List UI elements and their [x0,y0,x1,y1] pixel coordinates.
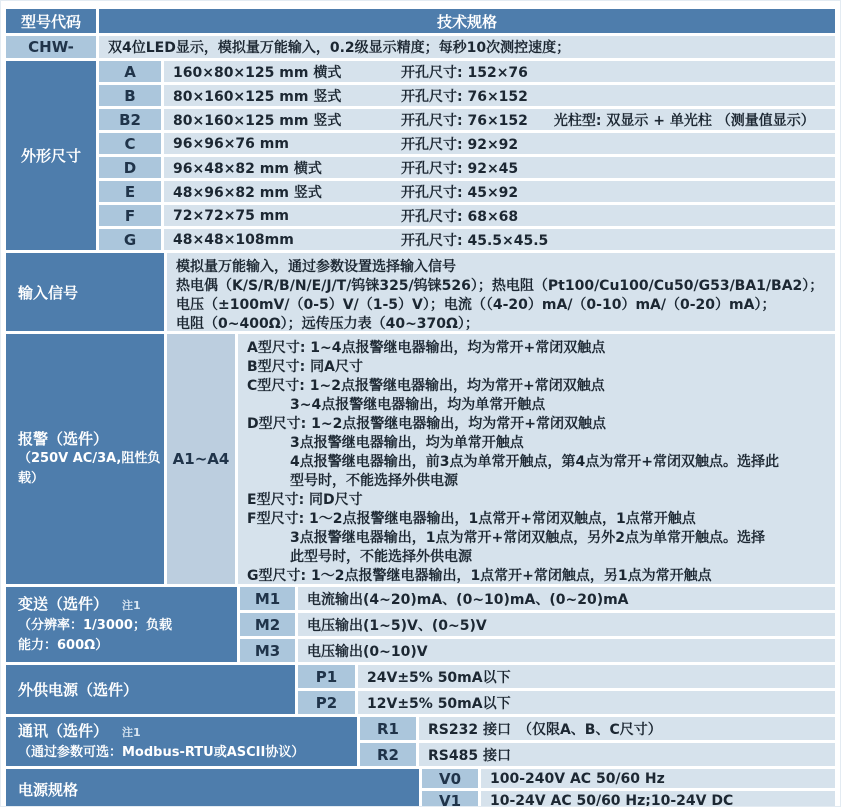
dim-size: 80×160×125 mm 竖式 [173,112,342,129]
table-row [99,133,835,154]
dim-size: 80×160×125 mm 竖式 [173,88,342,105]
dim-extra: 光柱型: 双显示 + 单光柱 （测量值显示） [553,112,815,129]
transmit-code: M1 [240,587,295,610]
table-row [298,665,835,688]
dimensions-label: 外形尺寸 [6,61,96,250]
model-code-chw: CHW- [6,36,96,58]
comm-label [6,717,357,766]
dim-size: 96×96×76 mm [173,135,289,152]
comm-section [6,717,835,766]
power-spec-section [6,769,835,807]
dim-code: C [99,133,161,154]
table-row [422,791,835,807]
dim-size: 48×48×108mm [173,231,294,248]
dimensions-rows [99,61,835,250]
power-spec-label: 电源规格 [6,769,419,807]
alarm-line: D型尺寸: 1~2点报警继电器输出，均为常开+常闭双触点 [247,416,607,432]
table-row [240,587,835,610]
ext-power-desc: 24V±5% 50mA以下 [358,665,835,688]
ext-power-code: P2 [298,691,355,714]
power-spec-code: V1 [422,791,478,807]
ext-power-section [6,665,835,714]
input-signal-content [167,253,835,331]
input-signal-label: 输入信号 [6,253,164,331]
dim-cutout: 开孔尺寸: 92×92 [401,136,519,153]
alarm-line: 此型号时，不能选择外供电源 [290,549,472,565]
alarm-code: A1~A4 [167,334,235,584]
dim-cutout: 开孔尺寸: 68×68 [401,208,519,225]
comm-label-sub: （通过参数可选：Modbus-RTU或ASCII协议） [18,744,305,760]
comm-code: R1 [360,717,416,740]
comm-note: 注1 [122,725,141,739]
model-desc: 双4位LED显示，模拟量万能输入，0.2级显示精度；每秒10次测控速度； [99,36,835,58]
alarm-line: F型尺寸: 1～2点报警继电器输出，1点常开+常闭双触点，1点常开触点 [247,511,696,527]
table-row [99,229,835,250]
power-spec-desc: 10-24V AC 50/60 Hz;10-24V DC [481,791,835,807]
alarm-line: 3~4点报警继电器输出，均为单常开触点 [290,397,546,413]
dim-cutout: 开孔尺寸: 92×45 [401,160,519,177]
header-tech-spec: 技术规格 [99,9,835,33]
alarm-label-title: 报警（选件） [18,430,109,448]
table-row [360,743,835,766]
alarm-label [6,334,164,584]
table-row [360,717,835,740]
alarm-line: C型尺寸: 1~2点报警继电器输出，均为常开+常闭双触点 [247,378,605,394]
dim-size: 96×48×82 mm 横式 [173,160,322,177]
dim-size: 72×72×75 mm [173,207,289,224]
transmit-desc: 电流输出(4~20)mA、(0~10)mA、(0~20)mA [298,587,835,610]
table-row [99,85,835,106]
header-row [6,9,835,33]
dim-code: B2 [99,109,161,130]
transmit-desc: 电压输出(0~10)V [298,639,835,662]
dim-code: D [99,157,161,178]
dim-code: F [99,205,161,226]
header-model-code: 型号代码 [6,9,96,33]
input-line: 模拟量万能输入，通过参数设置选择输入信号 [176,259,456,275]
table-row [99,205,835,226]
dim-cutout: 开孔尺寸: 152×76 [401,64,528,81]
comm-desc: RS485 接口 [419,743,835,766]
ext-power-code: P1 [298,665,355,688]
model-row [6,36,835,58]
alarm-line: 3点报警继电器输出，均为单常开触点 [290,435,524,451]
input-line: 热电偶（K/S/R/B/N/E/J/T/钨铼325/钨铼526）；热电阻（Pt100/Cu100/Cu50/G53/BA1/BA2）； [176,278,824,294]
alarm-content [238,334,835,584]
transmit-desc: 电压输出(1~5)V、(0~5)V [298,613,835,636]
alarm-line: B型尺寸: 同A尺寸 [247,359,363,375]
dim-size: 48×96×82 mm 竖式 [173,184,322,201]
table-row [422,769,835,788]
alarm-line: 3点报警继电器输出，1点为常开+常闭双触点，另外2点为单常开触点。选择 [290,530,765,546]
dim-size: 160×80×125 mm 横式 [173,64,342,81]
transmit-note: 注1 [122,598,141,612]
ext-power-desc: 12V±5% 50mA以下 [358,691,835,714]
alarm-line: A型尺寸: 1~4点报警继电器输出，均为常开+常闭双触点 [247,340,606,356]
transmit-label-sub2: 能力：600Ω） [18,637,109,653]
table-row [99,157,835,178]
dimensions-section [6,61,835,250]
table-row [99,181,835,202]
ext-power-label: 外供电源（选件） [6,665,295,714]
transmit-label-title: 变送（选件） [18,594,109,613]
alarm-line: 型号时，不能选择外供电源 [290,473,458,489]
comm-code: R2 [360,743,416,766]
comm-label-title: 通讯（选件） [18,721,109,740]
alarm-line: G型尺寸: 1～2点报警继电器输出，1点常开+常闭触点，另1点为常开触点 [247,568,712,584]
table-row [99,61,835,82]
table-row [240,639,835,662]
transmit-label [6,587,237,662]
transmit-code: M2 [240,613,295,636]
dim-cutout: 开孔尺寸: 45×92 [401,184,519,201]
power-spec-code: V0 [422,769,478,788]
dim-code: G [99,229,161,250]
comm-desc: RS232 接口 （仅限A、B、C尺寸） [419,717,835,740]
power-spec-desc: 100-240V AC 50/60 Hz [481,769,835,788]
table-row [298,691,835,714]
dim-code: B [99,85,161,106]
dim-code: E [99,181,161,202]
dim-cutout: 开孔尺寸: 76×152 [401,88,528,105]
dim-code: A [99,61,161,82]
input-line: 电阻（0~400Ω）；远传压力表（40~370Ω）； [176,316,479,332]
table-row [99,109,835,130]
transmit-section [6,587,835,662]
alarm-line: E型尺寸: 同D尺寸 [247,492,363,508]
transmit-label-sub1: （分辨率：1/3000；负载 [18,617,172,633]
dim-cutout: 开孔尺寸: 45.5×45.5 [401,232,549,249]
dim-cutout: 开孔尺寸: 76×152 [401,112,528,129]
transmit-code: M3 [240,639,295,662]
alarm-label-sub: （250V AC/3A,阻性负载） [18,451,161,486]
input-line: 电压（±100mV/（0-5）V/（1-5）V）；电流（（4-20）mA/（0-10）mA/（0-20）mA）； [176,297,776,313]
alarm-section [6,334,835,584]
alarm-line: 4点报警继电器输出，前3点为单常开触点，第4点为常开+常闭双触点。选择此 [290,454,779,470]
input-signal-section [6,253,835,331]
table-row [240,613,835,636]
